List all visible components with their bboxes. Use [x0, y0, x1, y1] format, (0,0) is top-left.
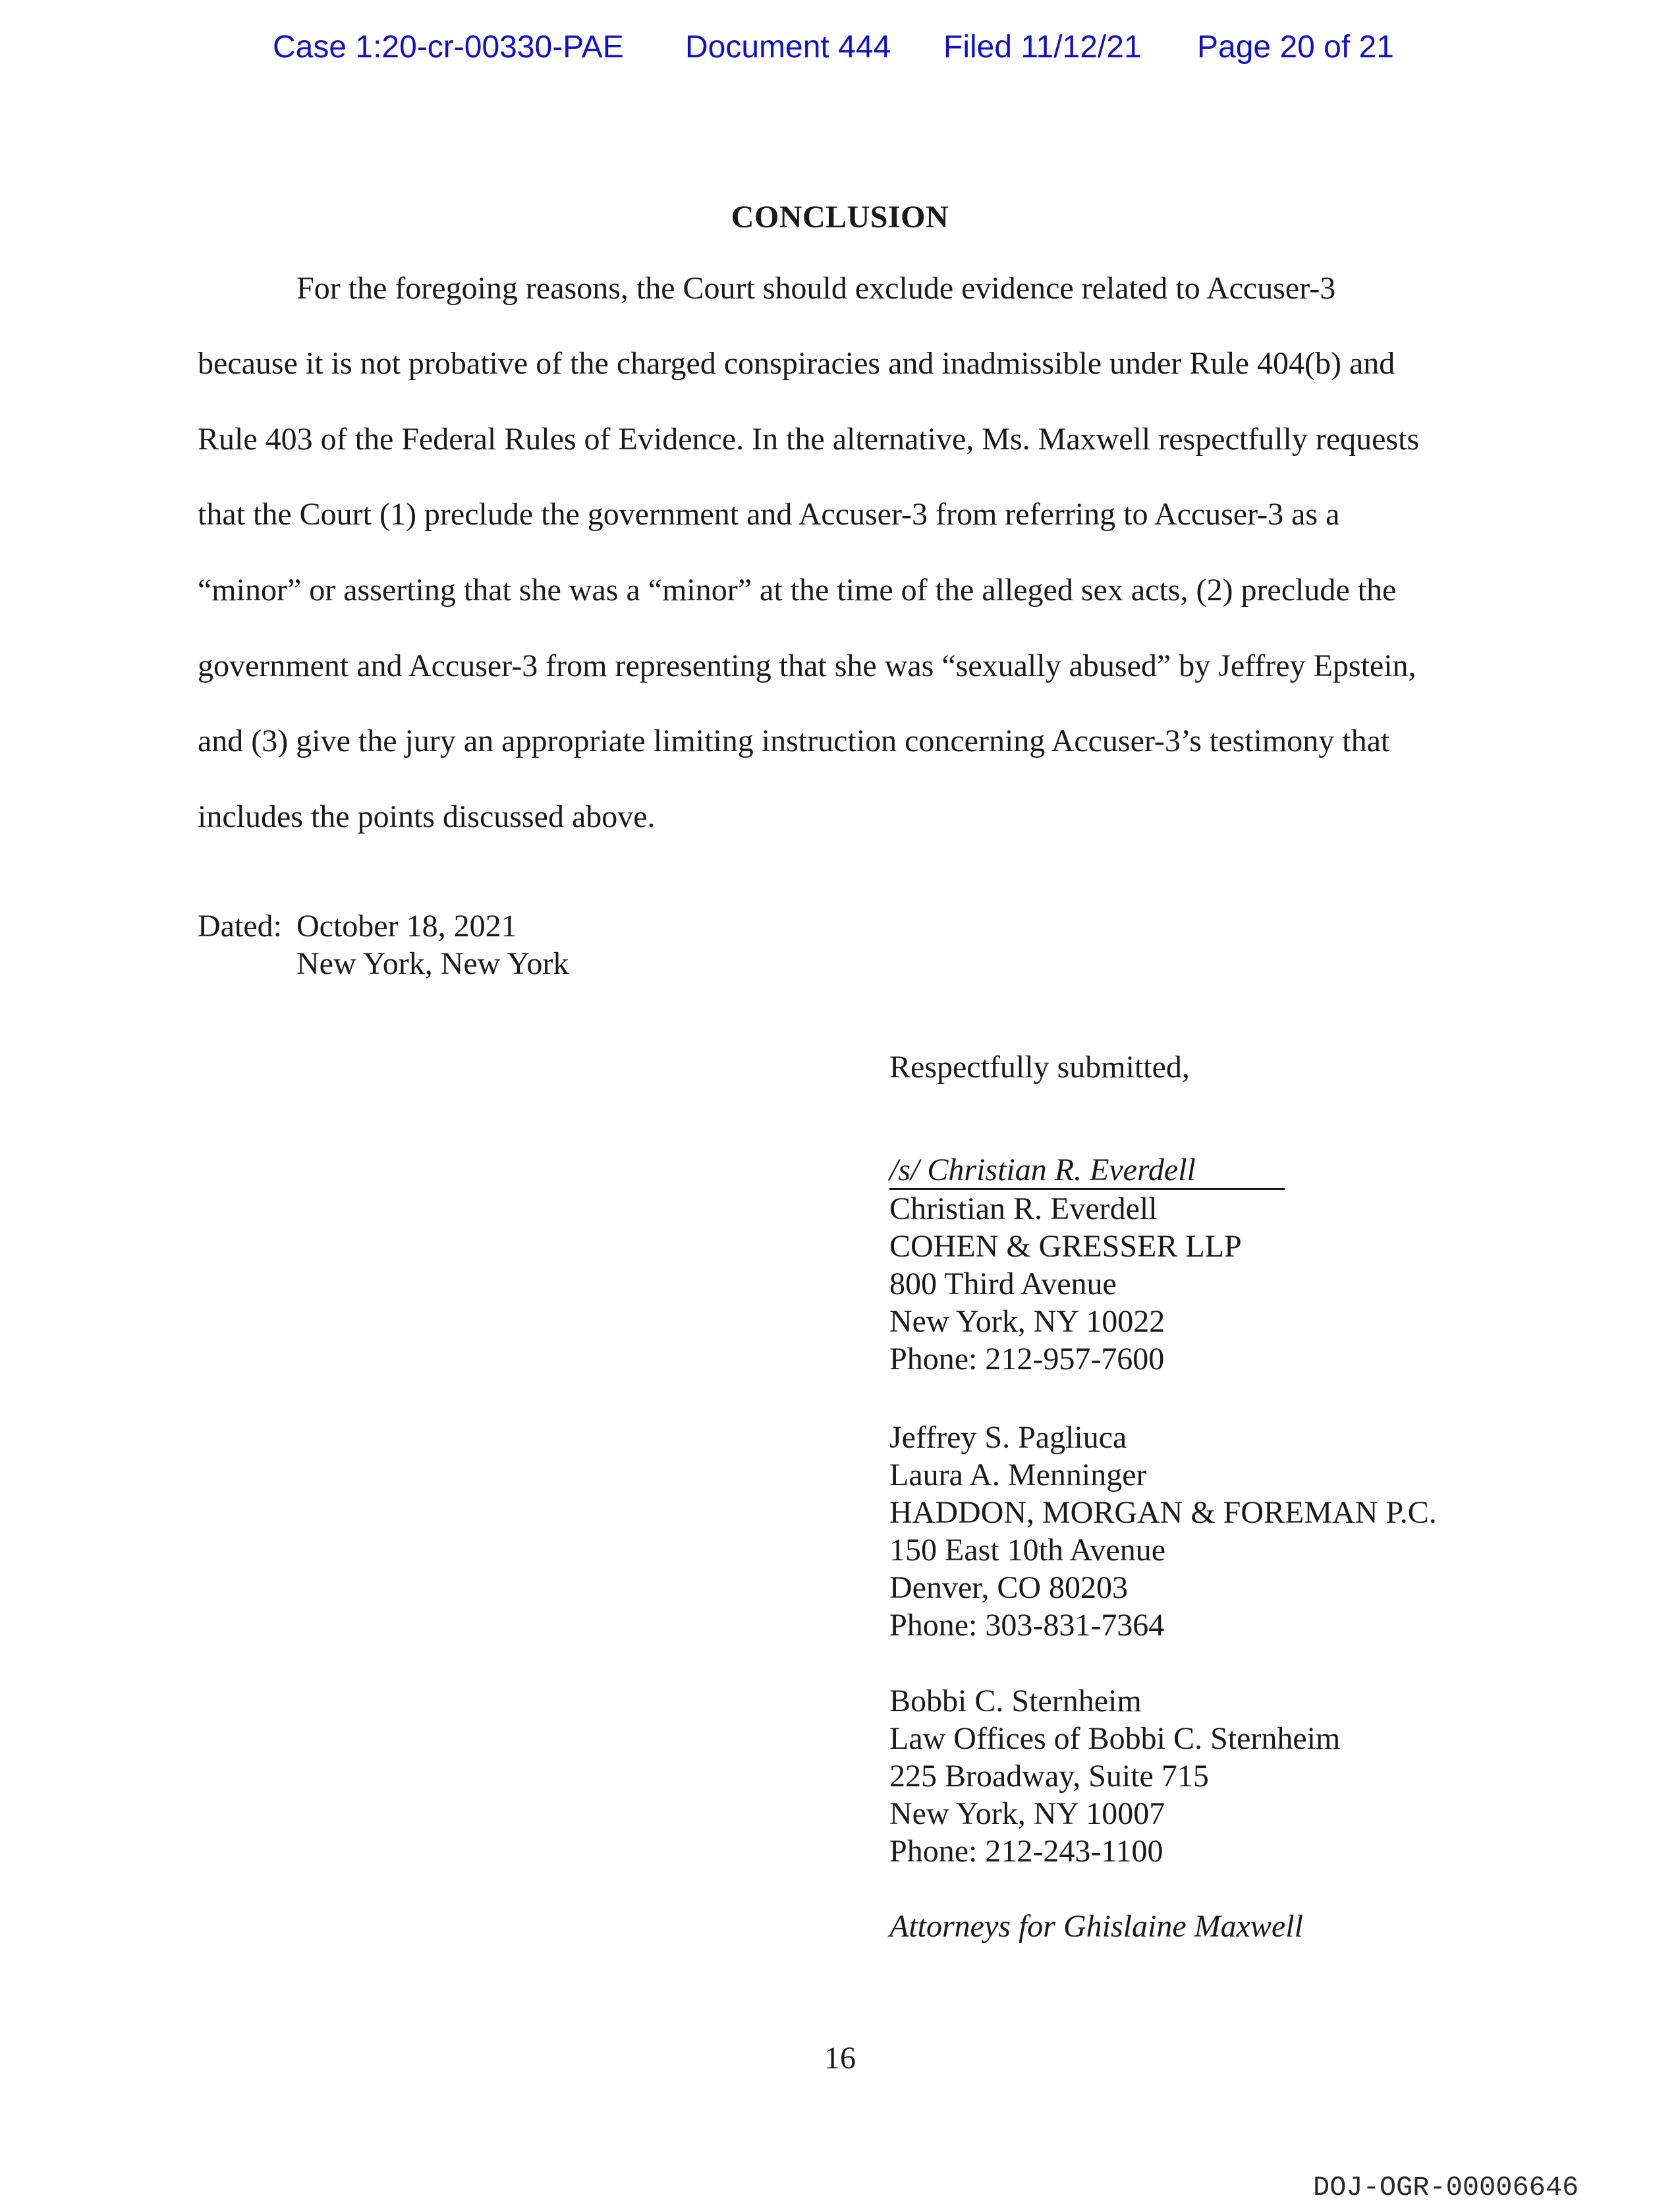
address-line: 800 Third Avenue — [889, 1266, 1117, 1301]
address-line: 225 Broadway, Suite 715 — [889, 1759, 1209, 1794]
closing: Respectfully submitted, — [889, 1050, 1190, 1085]
paragraph-line: “minor” or asserting that she was a “minor” at the time of the alleged sex acts, (2) preclude the — [198, 573, 1397, 608]
dated-block — [198, 907, 569, 982]
firm-name: COHEN & GRESSER LLP — [889, 1229, 1242, 1264]
paragraph-line: For the foregoing reasons, the Court should exclude evidence related to Accuser-3 — [296, 271, 1336, 306]
address-line: New York, NY 10022 — [889, 1304, 1165, 1339]
firm-name: Law Offices of Bobbi C. Sternheim — [889, 1721, 1341, 1756]
signature-block-counsel1 — [889, 1151, 1285, 1378]
page-number: 16 — [824, 2041, 856, 2076]
paragraph-line: includes the points discussed above. — [198, 799, 656, 834]
dated-place: New York, New York — [296, 946, 569, 981]
page-indicator: Page 20 of 21 — [1197, 30, 1394, 65]
filed-date: Filed 11/12/21 — [943, 30, 1142, 65]
counsel-name: Bobbi C. Sternheim — [889, 1684, 1142, 1718]
e-signature: /s/ Christian R. Everdell — [889, 1152, 1285, 1190]
phone: Phone: 303-831-7364 — [889, 1608, 1165, 1643]
paragraph-line: that the Court (1) preclude the government and Accuser-3 from referring to Accuser-3 as a — [198, 497, 1340, 532]
address-line: 150 East 10th Avenue — [889, 1533, 1166, 1568]
dated-date: October 18, 2021 — [296, 909, 517, 944]
paragraph-line: and (3) give the jury an appropriate limiting instruction concerning Accuser-3’s testimony that — [198, 723, 1390, 758]
section-title: CONCLUSION — [731, 200, 949, 235]
phone: Phone: 212-243-1100 — [889, 1834, 1163, 1869]
address-line: New York, NY 10007 — [889, 1796, 1165, 1831]
address-line: Denver, CO 80203 — [889, 1570, 1129, 1605]
phone: Phone: 212-957-7600 — [889, 1342, 1165, 1376]
paragraph-line: because it is not probative of the charged conspiracies and inadmissible under Rule 404(b) and — [198, 346, 1395, 381]
signature-block-counsel2 — [889, 1419, 1437, 1644]
dated-label: Dated: — [198, 909, 282, 944]
counsel-name: Jeffrey S. Pagliuca — [889, 1420, 1127, 1455]
signature-block-counsel3 — [889, 1682, 1340, 1870]
document-number: Document 444 — [685, 30, 891, 65]
counsel-name: Laura A. Menninger — [889, 1458, 1147, 1492]
attorneys-for: Attorneys for Ghislaine Maxwell — [889, 1909, 1303, 1944]
bates-number: DOJ-OGR-00006646 — [1313, 2172, 1579, 2203]
paragraph-line: Rule 403 of the Federal Rules of Evidence. In the alternative, Ms. Maxwell respectfully requests — [198, 422, 1420, 457]
ecf-header — [0, 29, 1680, 69]
paragraph-line: government and Accuser-3 from representing that she was “sexually abused” by Jeffrey Epstein, — [198, 648, 1416, 683]
case-number: Case 1:20-cr-00330-PAE — [273, 30, 624, 65]
firm-name: HADDON, MORGAN & FOREMAN P.C. — [889, 1495, 1437, 1530]
counsel-name: Christian R. Everdell — [889, 1191, 1158, 1226]
